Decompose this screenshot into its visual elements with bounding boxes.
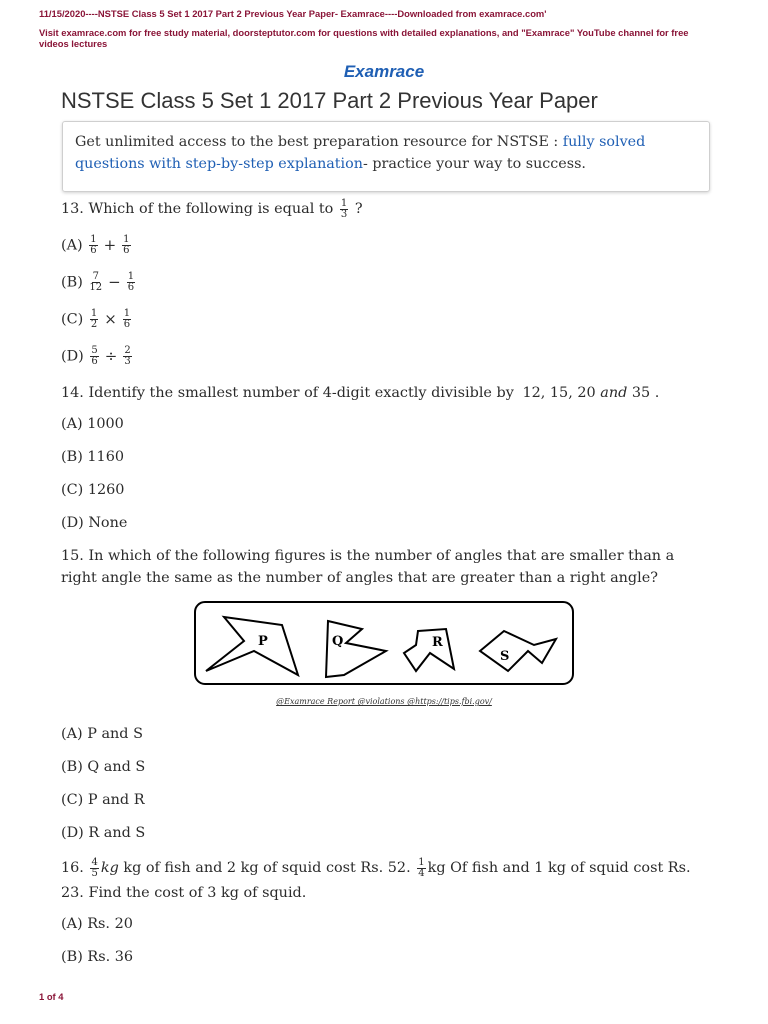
fraction: $\frac{1}{3}$ [340, 197, 348, 220]
q13-option-b: (B) $\frac{7}{12}$ − $\frac{1}{6}$ [61, 271, 135, 293]
q15-option-a: (A) P and S [61, 726, 143, 742]
print-header-notice: Visit examrace.com for free study material, doorsteptutor.com for questions with detailed explanations, and "Examrace" YouTube channel for free videos lectures [39, 27, 689, 49]
print-header-line: 11/15/2020----NSTSE Class 5 Set 1 2017 Part 2 Previous Year Paper- Examrace----Downloaded from examrace.com' [39, 8, 547, 19]
question-14: 14. Identify the smallest number of 4-digit exactly divisible by 12, 15, 20 and 35 . [61, 385, 660, 401]
q16-option-a: (A) Rs. 20 [61, 916, 133, 932]
question-16: 16. $\frac{4}{5}$ kg kg of fish and 2 kg of squid cost Rs. 52. $\frac{1}{4}$ kg Of fish and 1 kg of squid cost Rs. 23. Find the cost of 3 kg of squid. [61, 856, 691, 901]
page-number: 1 of 4 [39, 991, 64, 1002]
q14-option-c: (C) 1260 [61, 482, 125, 498]
question-13: 13. Which of the following is equal to $\frac{1}{3}$ ? [61, 197, 363, 220]
q16-option-b: (B) Rs. 36 [61, 949, 134, 965]
q15-option-c: (C) P and R [61, 792, 145, 808]
promo-link[interactable]: fully solved questions with step-by-step explanation [75, 134, 646, 172]
figure-label-r: R [432, 635, 443, 650]
q13-option-a: (A) $\frac{1}{6}$ + $\frac{1}{6}$ [61, 234, 130, 256]
q13-option-d: (D) $\frac{5}{6}$ ÷ $\frac{2}{3}$ [61, 345, 131, 367]
promo-text-end: - practice your way to success. [362, 156, 586, 172]
page-title: NSTSE Class 5 Set 1 2017 Part 2 Previous Year Paper [61, 88, 598, 113]
q13-option-c: (C) $\frac{1}{2}$ × $\frac{1}{6}$ [61, 308, 131, 330]
q14-option-b: (B) 1160 [61, 449, 125, 465]
question-text: 13. Which of the following is equal to [61, 201, 334, 217]
q14-option-d: (D) None [61, 515, 128, 531]
q14-option-a: (A) 1000 [61, 416, 124, 432]
promo-box [62, 121, 710, 192]
q15-option-b: (B) Q and S [61, 759, 146, 775]
q15-option-d: (D) R and S [61, 825, 146, 841]
figure-label-s: S [500, 649, 510, 664]
figure-caption[interactable]: @Examrace Report @violations @https://tips.fbi.gov/ [276, 697, 492, 706]
figure-label-q: Q [332, 634, 344, 649]
q15-figures [194, 601, 574, 685]
brand-logo-text: Examrace [343, 62, 425, 81]
promo-text: Get unlimited access to the best preparation resource for NSTSE : [75, 134, 563, 150]
question-15: 15. In which of the following figures is the number of angles that are smaller than a right angle the same as the number of angles that are greater than a right angle? [61, 548, 675, 586]
figure-label-p: P [258, 634, 268, 649]
